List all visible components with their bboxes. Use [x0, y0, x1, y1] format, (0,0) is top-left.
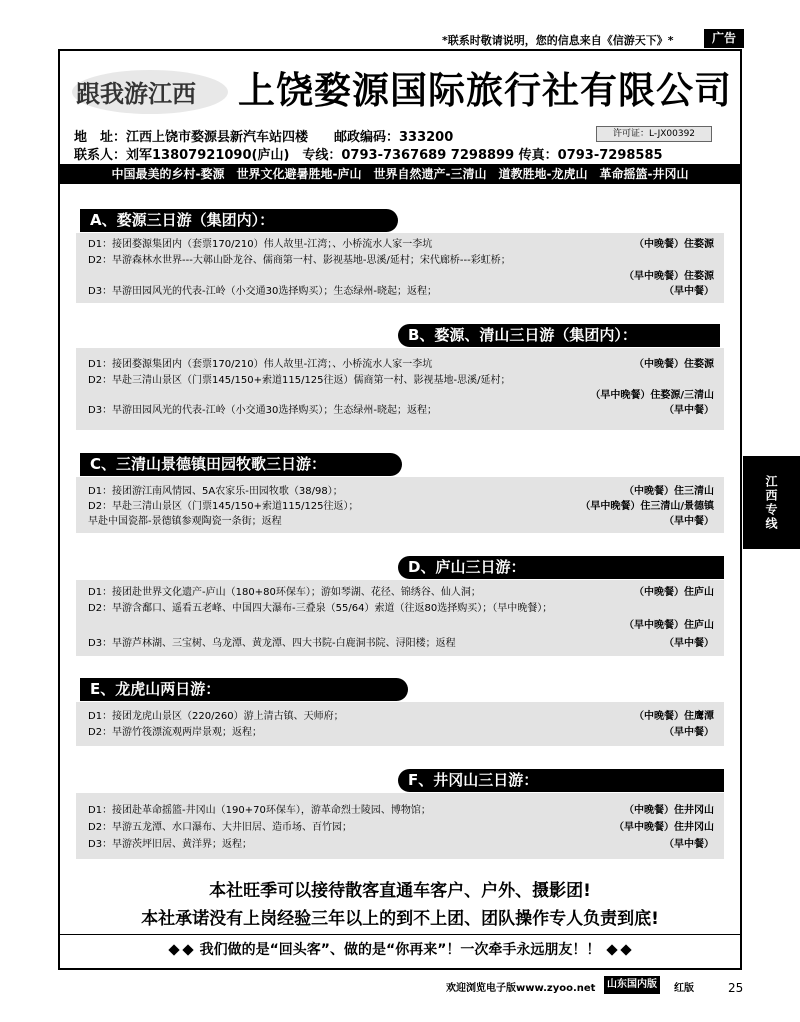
itinerary-text: D1：接团婺源集团内（套票170/210）伟人故里-江湾；、小桥流水人家一李坑: [88, 359, 433, 370]
itinerary-text: D1：接团赴世界文化遗产-庐山（180+80环保车）；游如琴湖、花径、锦绣谷、仙人洞；: [88, 587, 481, 598]
region-label: 山东国内版: [604, 976, 660, 994]
itinerary-row: [88, 403, 714, 418]
itinerary-text: D1：接团赴革命摇篮-井冈山（190+70环保车），游革命烈士陵园、博物馆；: [88, 805, 431, 816]
meal-info: （中晚餐）住井冈山: [624, 805, 714, 816]
itinerary-row: [88, 636, 714, 651]
meal-info: （早中餐）: [664, 286, 714, 297]
tour-e-box: [76, 702, 724, 746]
website-url[interactable]: 欢迎浏览电子版www.zyoo.net: [446, 983, 596, 994]
diamond-left-icon: [167, 942, 195, 958]
itinerary-text: D2：早赴三清山景区（门票145/150+索道115/125往返）；: [88, 501, 359, 512]
itinerary-row: [88, 357, 714, 372]
meal-info: （早中餐）: [664, 405, 714, 416]
meal-info: （早中晚餐）住井冈山: [614, 822, 714, 833]
itinerary-row: [88, 837, 714, 852]
tour-b-box: [76, 348, 724, 430]
itinerary-text: D3：早游田园风光的代表-江岭（小交通30选择购买）；生态绿州-晓起；返程；: [88, 405, 438, 416]
itinerary-text: D3：早游田园风光的代表-江岭（小交通30选择购买）；生态绿州-晓起；返程；: [88, 286, 438, 297]
tour-b-title: B、婺源、清山三日游（集团内）：: [398, 324, 720, 347]
meal-info: （早中餐）: [664, 638, 714, 649]
itinerary-text: D2：早游五龙潭、水口瀑布、大井旧居、造币场、百竹园；: [88, 822, 353, 833]
meal-info: （中晚餐）住婺源: [634, 239, 714, 250]
itinerary-text: D1：接团婺源集团内（套票170/210）伟人故里-江湾；、小桥流水人家一李坑: [88, 239, 433, 250]
itinerary-text: D2：早赴三清山景区（门票145/150+索道115/125往返）儒商第一村、影视基地-思溪/延村；: [88, 375, 511, 386]
tour-d-box: [76, 580, 724, 656]
meal-info: （早中晚餐）住婺源: [624, 271, 714, 282]
diamond-right-icon: [605, 942, 633, 958]
side-tab-label: 江西专线: [764, 474, 778, 531]
meal-info: （中晚餐）住鹰潭: [634, 711, 714, 722]
meal-info: （早中餐）: [664, 727, 714, 738]
itinerary-row: [88, 284, 714, 299]
destinations-slogan: 中国最美的乡村-婺源 世界文化避暑胜地-庐山 世界自然遗产-三清山 道教胜地-龙虎山 革命摇篮-井冈山: [60, 164, 740, 184]
tour-d-title: D、庐山三日游：: [398, 556, 724, 579]
itinerary-row: [88, 373, 714, 388]
meal-info: （中晚餐）住庐山: [634, 587, 714, 598]
meal-info: （早中晚餐）住庐山: [624, 620, 714, 631]
tour-c-title: C、三清山景德镇田园牧歌三日游：: [80, 453, 402, 476]
company-name: 上饶婺源国际旅行社有限公司: [238, 69, 732, 112]
tour-a-title: A、婺源三日游（集团内）：: [80, 209, 398, 232]
tour-f-title: F、井冈山三日游：: [398, 769, 724, 792]
license-number: 许可证：L-JX00392: [596, 126, 712, 142]
page-number: 25: [728, 981, 744, 995]
itinerary-text: D3：早游茨坪旧居、黄洋界；返程；: [88, 839, 253, 850]
promo-line-2: 本社承诺没有上岗经验三年以上的到不上团、团队操作专人负责到底!: [141, 909, 659, 929]
itinerary-row: [88, 499, 714, 514]
itinerary-text: D2：早游含鄱口、遥看五老峰、中国四大瀑布-三叠泉（55/64）索道（往返80选择购买）；（早中晚餐）；: [88, 603, 553, 614]
company-logo: [70, 66, 230, 116]
meal-info: （早中晚餐）住婺源/三清山: [590, 390, 714, 401]
footer-slogan: 我们做的是“回头客”、做的是“你再来”！一次牵手永远朋友！！: [199, 942, 601, 958]
meal-info: （早中餐）: [664, 839, 714, 850]
itinerary-row: [88, 709, 714, 724]
address-line: 地 址：江西上饶市婺源县新汽车站四楼 邮政编码：333200: [74, 130, 454, 145]
itinerary-text: D1：接团龙虎山景区（220/260）游上清古镇、天师府；: [88, 711, 344, 722]
itinerary-text: D2：早游竹筏漂流观两岸景观；返程；: [88, 727, 263, 738]
itinerary-row: [88, 237, 714, 252]
tour-a-box: [76, 233, 724, 303]
itinerary-row: [88, 820, 714, 835]
itinerary-text: D3：早游芦林湖、三宝树、乌龙潭、黄龙潭、四大书院-白鹿洞书院、浔阳楼；返程: [88, 638, 456, 649]
contact-notice: *联系时敬请说明，您的信息来自《信游天下》*: [442, 34, 674, 47]
itinerary-row: [88, 269, 714, 284]
itinerary-row: [88, 618, 714, 633]
tour-f-box: [76, 793, 724, 859]
itinerary-text: 早赴中国瓷都-景德镇参观陶瓷一条街；返程: [88, 516, 282, 527]
itinerary-row: [88, 388, 714, 403]
itinerary-row: [88, 585, 714, 600]
itinerary-row: [88, 725, 714, 740]
meal-info: （早中晚餐）住三清山/景德镇: [580, 501, 714, 512]
meal-info: （中晚餐）住婺源: [634, 359, 714, 370]
promo-line-1: 本社旺季可以接待散客直通车客户、户外、摄影团!: [209, 881, 591, 901]
itinerary-row: [88, 484, 714, 499]
logo-text: 跟我游江西: [76, 80, 196, 108]
ad-tag: 广告: [704, 29, 744, 48]
itinerary-text: D1：接团游江南风情园、5A农家乐-田园牧歌（38/98）；: [88, 486, 343, 497]
jiangxi-line-tab: [743, 456, 800, 549]
meal-info: （中晚餐）住三清山: [624, 486, 714, 497]
meal-info: （早中餐）: [664, 516, 714, 527]
itinerary-row: [88, 803, 714, 818]
itinerary-text: D2：早游森林水世界---大鄣山卧龙谷、儒商第一村、影视基地-思溪/延村；宋代廊桥---彩虹桥；: [88, 255, 511, 266]
itinerary-row: [88, 253, 714, 268]
tour-c-box: [76, 477, 724, 533]
footer-slogan-bar: [60, 934, 740, 965]
itinerary-row: [88, 514, 714, 529]
tour-e-title: E、龙虎山两日游：: [80, 678, 408, 701]
edition-label: 红版: [674, 983, 694, 994]
contact-line: 联系人：刘军13807921090(庐山) 专线：0793-7367689 7298899 传真：0793-7298585: [74, 148, 663, 163]
itinerary-row: [88, 601, 714, 616]
